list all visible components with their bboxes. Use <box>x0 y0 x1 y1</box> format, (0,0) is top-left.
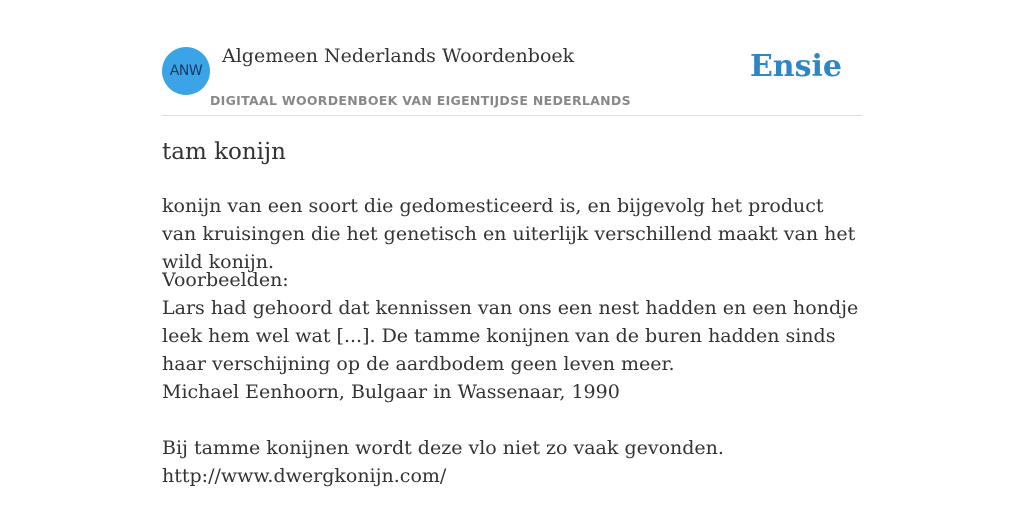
example-quote: Lars had gehoord dat kennissen van ons een nest hadden en een hondje leek hem wel wat [...]. De tamme konijnen van de buren hadden sinds haar verschijning op de aardbodem geen leven meer. <box>162 297 859 375</box>
entry-card <box>162 0 862 512</box>
example-quote: Bij tamme konijnen wordt deze vlo niet zo vaak gevonden. <box>162 437 724 459</box>
site-title[interactable]: Algemeen Nederlands Woordenboek <box>222 45 575 67</box>
examples-section <box>162 266 862 490</box>
definition: konijn van een soort die gedomesticeerd is, en bijgevolg het product van kruisingen die het genetisch en uiterlijk verschillend maakt van het wild konijn. <box>162 195 856 273</box>
site-header <box>162 0 862 116</box>
example-source: Michael Eenhoorn, Bulgaar in Wassenaar, 1990 <box>162 381 620 403</box>
example-source-link: http://www.dwergkonijn.com/ <box>162 465 447 487</box>
anw-logo[interactable]: ANW <box>162 47 210 95</box>
ensie-brand-logo[interactable]: Ensie <box>749 49 842 84</box>
site-subtitle: DIGITAAL WOORDENBOEK VAN EIGENTIJDSE NEDERLANDS <box>210 93 631 108</box>
examples-label: Voorbeelden: <box>162 269 289 291</box>
example-spacer <box>162 406 862 434</box>
headword: tam konijn <box>162 139 286 165</box>
